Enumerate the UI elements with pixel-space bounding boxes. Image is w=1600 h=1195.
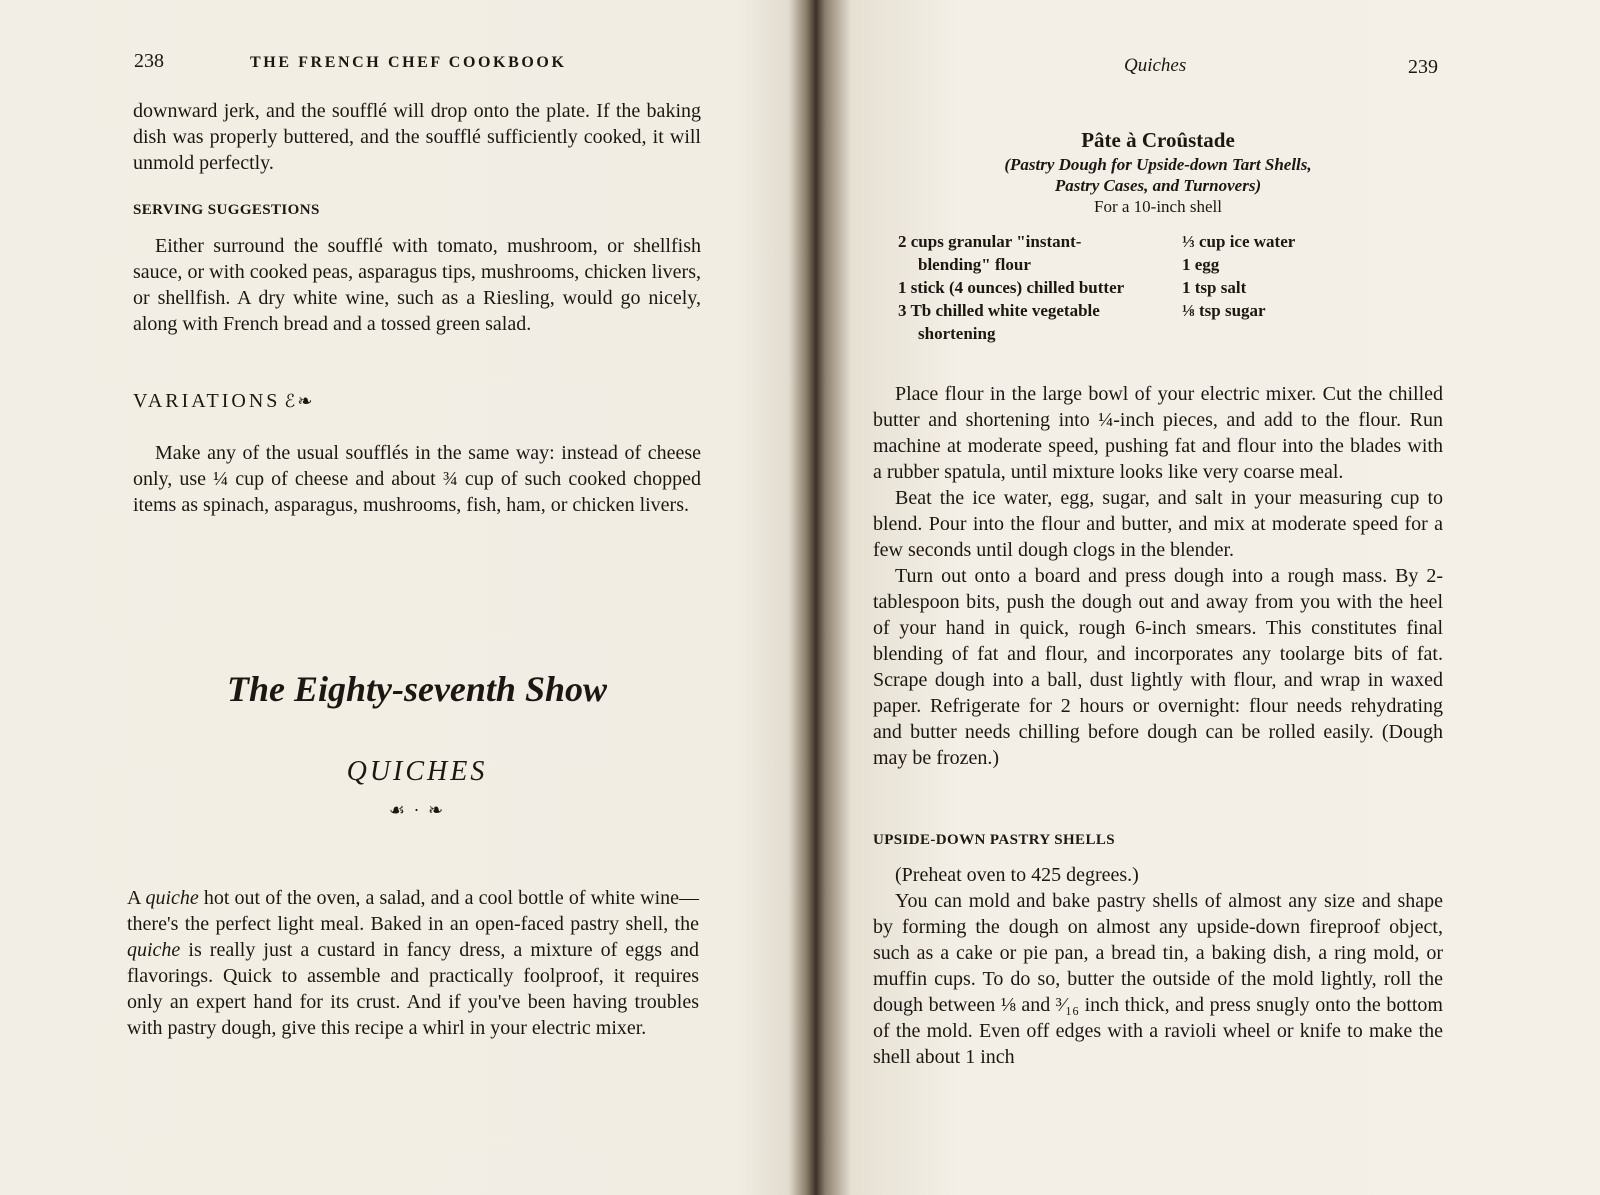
serving-suggestions-block	[133, 233, 701, 337]
ingredient-item: 1 egg	[1182, 255, 1220, 274]
recipe-step-3: Turn out onto a board and press dough into a rough mass. By 2-tablespoon bits, push the dough out and away from you with the heel of your hand in quick, rough 6-inch smears. This constitutes final blending of fat and flour, and incorporates any toolarge bits of fat. Scrape dough into a ball, dust lightly with flour, and wrap in waxed paper. Refrigerate for 2 hours or overnight: flour needs rehydrating and butter needs chilling before dough can be rolled easily. (Dough may be frozen.)	[873, 565, 1443, 769]
quiche-intro-mid: hot out of the oven, a salad, and a cool bottle of white wine—there's the perfect light meal. Baked in an open-faced pastry shell, the	[127, 887, 699, 935]
ingredients-right-column	[1182, 230, 1382, 345]
quiche-intro-end: is really just a custard in fancy dress, a mixture of eggs and flavorings. Quick to assemble and practically foolproof, it requires only an expert hand for its crust. And if you've been having troubles with pastry dough, give this recipe a whirl in your electric mixer.	[127, 939, 699, 1039]
running-head-book-title: THE FRENCH CHEF COOKBOOK	[250, 54, 567, 71]
variations-heading: VARIATIONS	[133, 390, 281, 412]
quiche-intro	[127, 885, 699, 1041]
page-number-left: 238	[134, 50, 164, 72]
section-title: QUICHES	[346, 756, 488, 787]
preheat-note: (Preheat oven to 425 degrees.)	[895, 864, 1139, 886]
fleuron-ornament-icon: ℰ❧	[284, 391, 315, 411]
recipe-step-1: Place flour in the large bowl of your electric mixer. Cut the chilled butter and shortening into ¼-inch pieces, and add to the flour. Run machine at moderate speed, pushing fat and flour into the blades with a rubber spatula, until mixture looks like very coarse meal.	[873, 383, 1443, 483]
ingredient-item: 3 Tb chilled white vegetable shortening	[898, 301, 1100, 343]
intro-paragraph-block	[133, 98, 701, 176]
quiche-intro-block	[127, 885, 699, 1041]
ingredient-item: 2 cups granular "instant-blending" flour	[898, 232, 1082, 274]
serving-suggestions-heading: SERVING SUGGESTIONS	[133, 202, 320, 218]
ingredient-item: ⅛ tsp sugar	[1182, 301, 1266, 320]
recipe-steps-block	[873, 381, 1443, 771]
recipe-subtitle-line-2: Pastry Cases, and Turnovers)	[1054, 176, 1262, 195]
quiche-word-italic: quiche	[127, 939, 181, 961]
quiche-intro-lead: A	[127, 887, 146, 909]
right-page	[820, 0, 1600, 1195]
ingredient-item: 1 tsp salt	[1182, 278, 1247, 297]
ingredient-item: 1 stick (4 ounces) chilled butter	[898, 278, 1125, 297]
quiche-word-italic: quiche	[145, 887, 199, 909]
shells-text: You can mold and bake pastry shells of almost any size and shape by forming the dough on almost any upside-down fireproof object, such as a cake or pie pan, a bread tin, a baking dish, a ring mold, or muffin cups. To do so, butter the outside of the mold lightly, roll the dough between ⅛ and ³⁄₁₆ inch thick, and press snugly onto the bottom of the mold. Even off edges with a ravioli wheel or knife to make the shell about 1 inch	[873, 890, 1443, 1068]
variations-heading-row	[133, 390, 314, 413]
intro-paragraph: downward jerk, and the soufflé will drop onto the plate. If the baking dish was properly buttered, and the soufflé sufficiently cooked, it will unmold perfectly.	[133, 100, 701, 174]
variations-block	[133, 440, 701, 518]
show-title: The Eighty-seventh Show	[226, 669, 608, 709]
shells-block	[873, 862, 1443, 1070]
recipe-step-2: Beat the ice water, egg, sugar, and salt in your measuring cup to blend. Pour into the flour and butter, and mix at moderate speed for a few seconds until dough clogs in the blender.	[873, 487, 1443, 561]
upside-down-shells-heading: UPSIDE-DOWN PASTRY SHELLS	[873, 832, 1116, 848]
serving-suggestions-text: Either surround the soufflé with tomato, mushroom, or shellfish sauce, or with cooked peas, asparagus tips, mushrooms, chicken livers, or shellfish. A dry white wine, such as a Riesling, would go nicely, along with French bread and a tossed green salad.	[133, 235, 701, 335]
recipe-subtitle-line-1: (Pastry Dough for Upside-down Tart Shells,	[1004, 155, 1312, 174]
ingredients-list	[898, 230, 1382, 345]
ingredients-left-column	[898, 230, 1136, 345]
running-head-chapter: Quiches	[1124, 55, 1187, 76]
page-number-right: 239	[1408, 56, 1438, 78]
variations-text: Make any of the usual soufflés in the same way: instead of cheese only, use ¼ cup of cheese and about ¾ cup of such cooked chopped items as spinach, asparagus, mushrooms, fish, ham, or chicken livers.	[133, 442, 701, 516]
section-ornament-icon: ☙ · ❧	[388, 800, 446, 820]
recipe-title: Pâte à Croûstade	[1081, 128, 1235, 152]
ingredient-item: ⅓ cup ice water	[1182, 232, 1296, 251]
recipe-yield: For a 10-inch shell	[1094, 197, 1222, 216]
